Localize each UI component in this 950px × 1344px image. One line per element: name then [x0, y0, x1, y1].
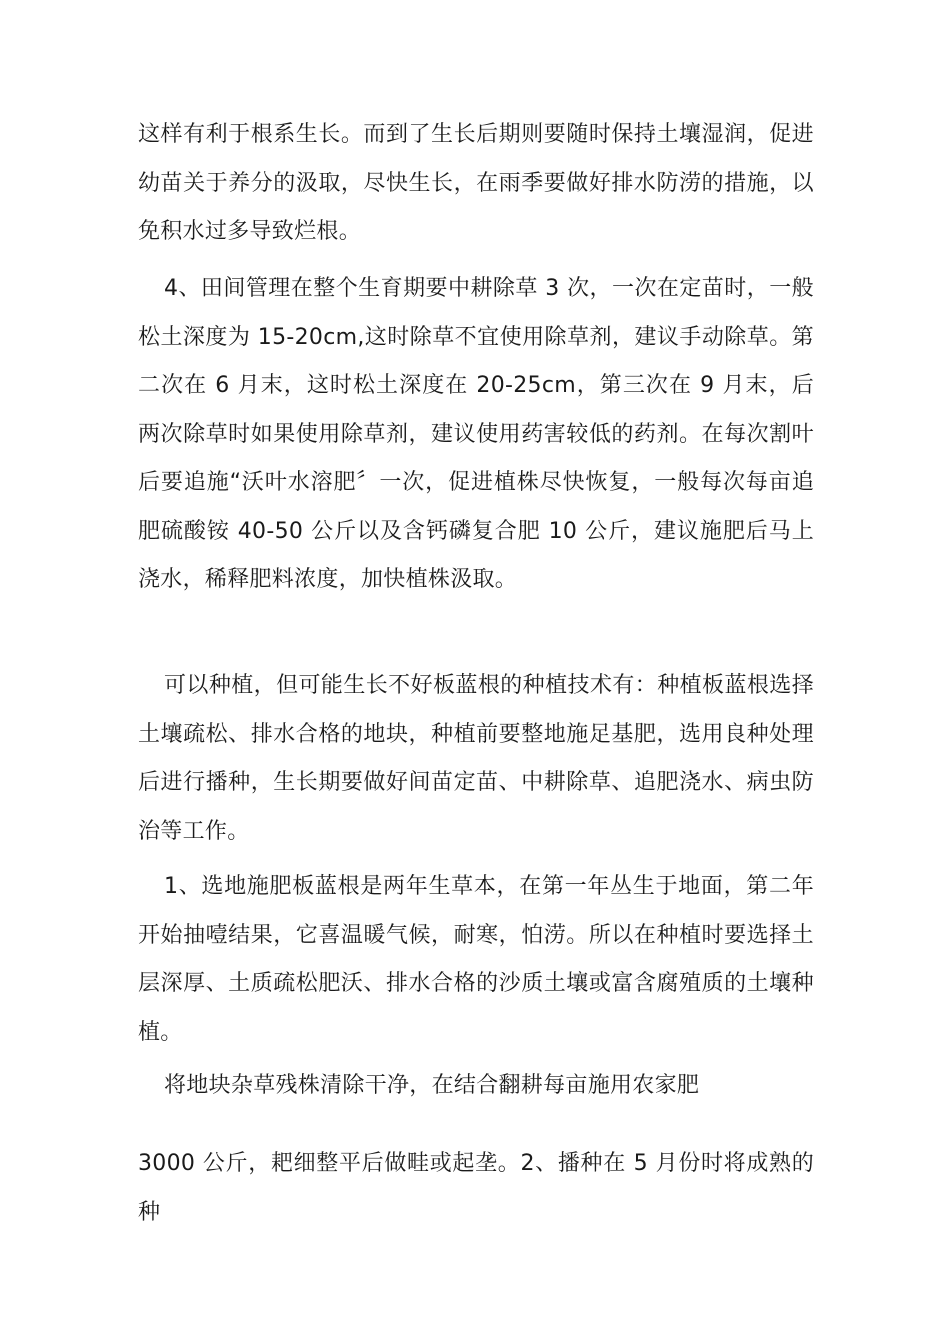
paragraph-field-management: 4、田间管理在整个生育期要中耕除草 3 次，一次在定苗时，一般松土深度为 15-20cm,这时除草不宜使用除草剂，建议手动除草。第二次在 6 月末，这时松土深度在 20-25cm，第三次在 9 月末，后两次除草时如果使用除草剂，建议使用药害较低的药剂。在每次割叶后要追施“沃叶水溶肥〞一次，促进植株尽快恢复，一般每次每亩追肥硫酸铵 40-50 公斤以及含钙磷复合肥 10 公斤，建议施肥后马上浇水，稀释肥料浓度，加快植株汲取。	[138, 276, 814, 592]
paragraph-sowing: 3000 公斤，耙细整平后做畦或起垄。2、播种在 5 月份时将成熟的种	[138, 1151, 814, 1225]
paragraph-root-growth: 这样有利于根系生长。而到了生长后期则要随时保持土壤湿润，促进幼苗关于养分的汲取，尽快生长，在雨季要做好排水防涝的措施，以免积水过多导致烂根。	[138, 122, 814, 244]
paragraph-planting-intro: 可以种植，但可能生长不好板蓝根的种植技术有：种植板蓝根选择土壤疏松、排水合格的地块，种植前要整地施足基肥，选用良种处理后进行播种，生长期要做好间苗定苗、中耕除草、追肥浇水、病虫防治等工作。	[138, 673, 814, 844]
paragraph-site-fertilize: 1、选地施肥板蓝根是两年生草本，在第一年丛生于地面，第二年开始抽噎结果，它喜温暖气候，耐寒，怕涝。所以在种植时要选择土层深厚、土质疏松肥沃、排水合格的沙质土壤或富含腐殖质的土壤种植。	[138, 874, 814, 1045]
paragraph-clear-weeds: 将地块杂草残株清除干净，在结合翻耕每亩施用农家肥	[164, 1073, 700, 1098]
